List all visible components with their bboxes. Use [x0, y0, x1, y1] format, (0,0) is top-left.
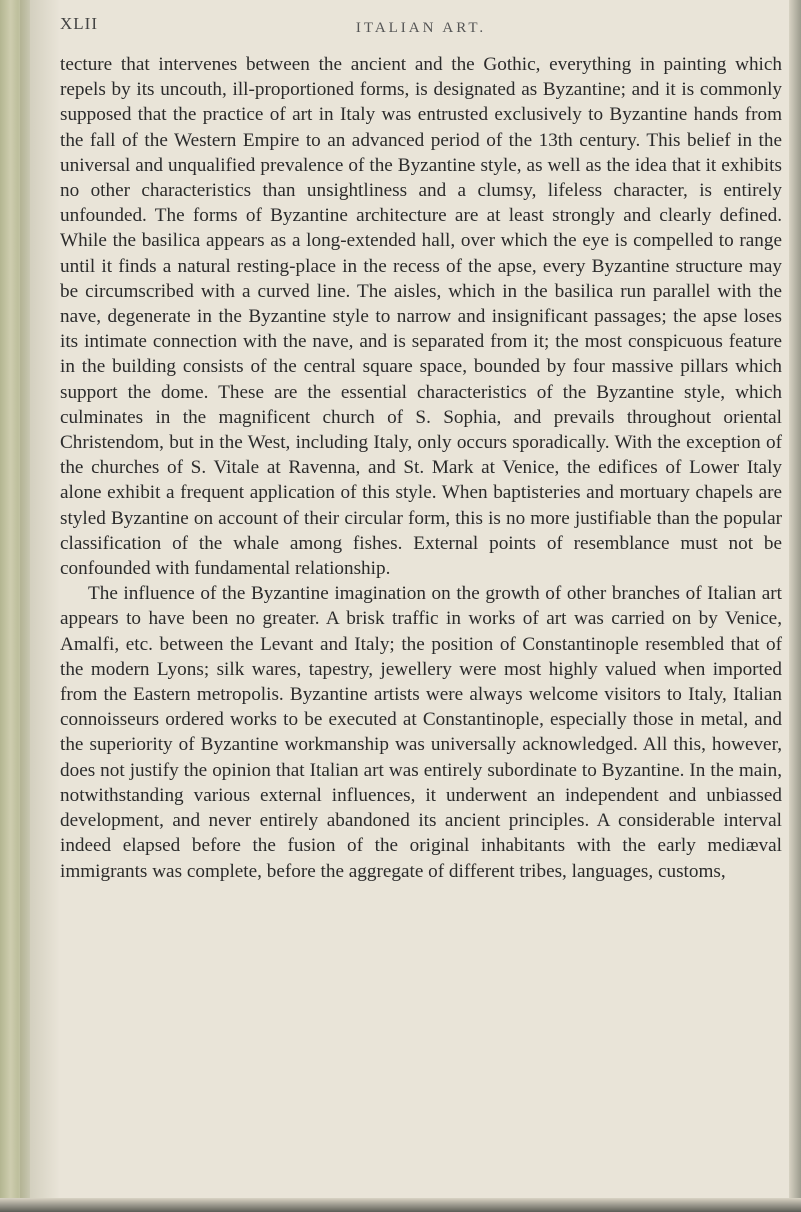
- page-header: [60, 14, 782, 50]
- paragraph-byzantine-influence: The influence of the Byzantine imagination on the growth of other branches of Italian art appears to have been no greater. A brisk traffic in works of art was carried on by Venice, Amalfi, etc. between the Levant and Italy; the position of Constantinople resembled that of the modern Lyons; silk wares, tapestry, jewellery were most highly valued when imported from the Eastern metropolis. Byzantine artists were always welcome visitors to Italy, Italian connoisseurs ordered works to be executed at Constantinople, especially those in metal, and the superiority of Byzantine workmanship was universally acknowledged. All this, however, does not justify the opinion that Italian art was entirely subordinate to Byzantine. In the main, notwithstanding various external influences, it underwent an independent and unbiassed development, and never entirely abandoned its ancient principles. A considerable interval indeed elapsed before the fusion of the original inhabitants with the early mediæval immigrants was complete, before the aggregate of different tribes, languages, customs,: [60, 583, 782, 882]
- body-text: [60, 52, 782, 884]
- page-right-edge: [789, 0, 801, 1212]
- book-page: [60, 14, 782, 1194]
- binding-shadow: [20, 0, 60, 1212]
- paragraph-byzantine-architecture: tecture that intervenes between the ancient and the Gothic, everything in painting which repels by its uncouth, ill-proportioned forms, is designated as Byzantine; and it is commonly supposed that the practice of art in Italy was entrusted exclusively to Byzantine hands from the fall of the Western Empire to an advanced period of the 13th century. This belief in the universal and unqualified prevalence of the Byzantine style, as well as the idea that it exhibits no other characteristics than unsightliness and a clumsy, lifeless character, is entirely unfounded. The forms of Byzantine architecture are at least strongly and clearly defined. While the basilica appears as a long-extended hall, over which the eye is compelled to range until it finds a natural resting-place in the recess of the apse, every Byzantine structure may be circumscribed with a curved line. The aisles, which in the basilica run parallel with the nave, degenerate in the Byzantine style to narrow and insignificant passages; the apse loses its intimate connection with the nave, and is separated from it; the most conspicuous feature in the building consists of the central square space, bounded by four massive pillars which support the dome. These are the essential characteristics of the Byzantine style, which culminates in the magnificent church of S. Sophia, and prevails throughout oriental Christendom, but in the West, including Italy, only occurs sporadically. With the exception of the churches of S. Vitale at Ravenna, and St. Mark at Venice, the edifices of Lower Italy alone exhibit a frequent application of this style. When baptisteries and mortuary chapels are styled Byzantine on account of their circular form, this is no more justifiable than the popular classification of the whale among fishes. External points of resemblance must not be confounded with fundamental relationship.: [60, 54, 782, 580]
- page-number: XLII: [60, 14, 98, 33]
- running-head: ITALIAN ART.: [355, 20, 487, 36]
- page-bottom-edge: [0, 1198, 801, 1212]
